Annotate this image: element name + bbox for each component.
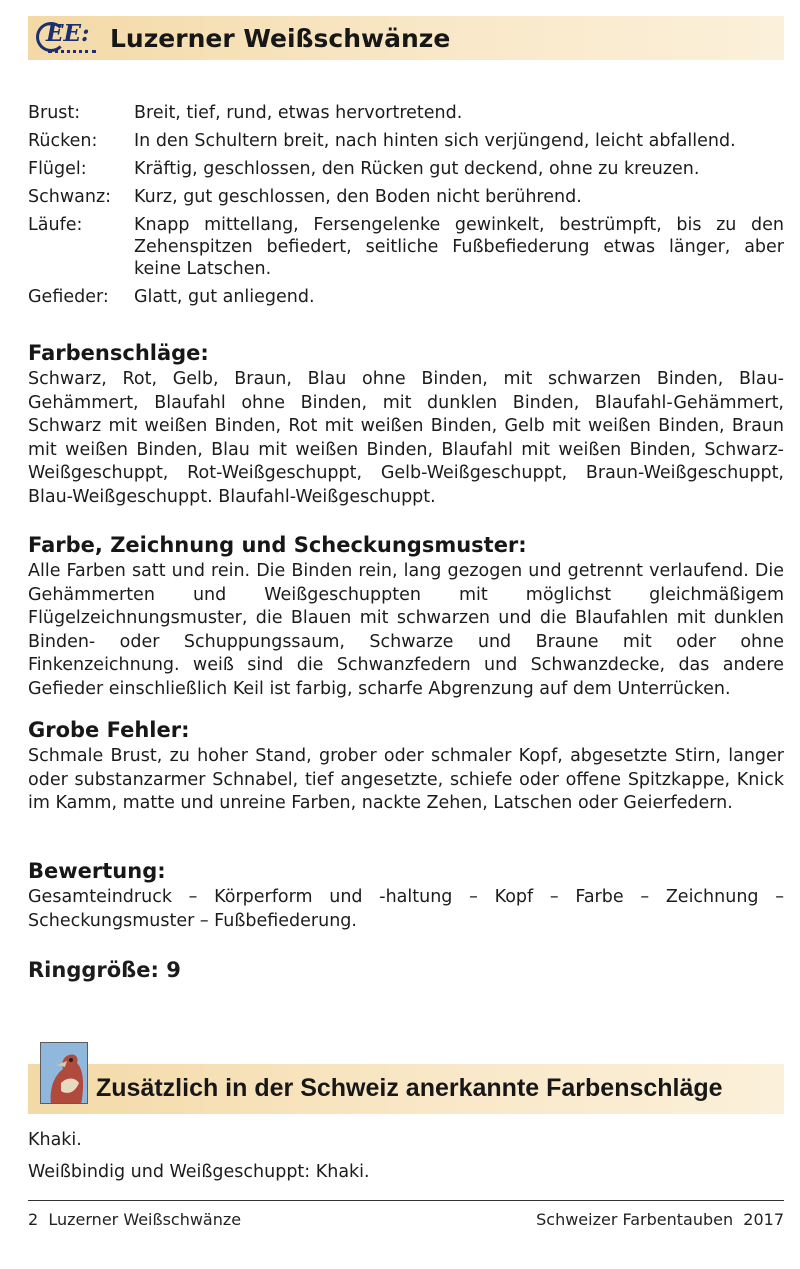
swiss-title: Zusätzlich in der Schweiz anerkannte Farbenschläge [96,1074,723,1102]
attribute-label: Flügel: [28,159,87,179]
logo-underline [48,50,96,53]
section-text: Schwarz, Rot, Gelb, Braun, Blau ohne Binden, mit schwarzen Binden, Blau-Gehämmert, Blaufahl ohne Binden, mit dunklen Binden, Blaufahl-Gehämmert, Schwarz mit weißen Binden, Rot mit weißen Binden, Gelb mit weißen Binden, Braun mit weißen Binden, Blau mit weißen Binden, Blaufahl mit weißen Binden, Schwarz-Weißgeschuppt, Rot-Weißgeschuppt, Gelb-Weißgeschuppt, Braun-Weißgeschuppt, Blau-Weißgeschuppt. Blaufahl-Weißgeschuppt. [28,369,784,507]
attribute-value: In den Schultern breit, nach hinten sich verjüngend, leicht abfallend. [134,131,736,151]
attribute-label: Brust: [28,103,81,123]
section-heading: Farbenschläge: [28,341,209,365]
attribute-list [28,102,784,314]
attribute-value: Glatt, gut anliegend. [134,287,315,307]
page-number: 2 [28,1210,39,1229]
pigeon-icon [40,1042,88,1104]
section-grobe-fehler [28,717,784,816]
attribute-row [28,186,784,208]
section-text: Alle Farben satt und rein. Die Binden rein, lang gezogen und getrennt verlaufend. Die Gehämmerten und Weißgeschuppten mit möglichst gleichmäßigem Flügelzeichnungsmuster, die Blauen mit schwarzen und die Blaufahlen mit dunklen Binden- oder Schuppungssaum, Schwarze und Braune mit oder ohne Finkenzeichnung. weiß sind die Schwanzfedern und Schwanzdecke, das andere Gefieder einschließlich Keil ist farbig, scharfe Abgrenzung auf dem Unterrücken. [28,561,784,699]
attribute-value: Breit, tief, rund, etwas hervortretend. [134,103,463,123]
attribute-label: Schwanz: [28,187,112,207]
attribute-value: Kräftig, geschlossen, den Rücken gut deckend, ohne zu kreuzen. [134,159,700,179]
page-title: Luzerner Weißschwänze [110,24,451,53]
attribute-row [28,158,784,180]
section-farbenschlaege [28,340,784,509]
attribute-row [28,102,784,124]
footer-left [28,1210,241,1229]
ee-logo [36,22,100,54]
footer-right [536,1210,784,1229]
section-text: Gesamteindruck – Körperform und -haltung – Kopf – Farbe – Zeichnung – Scheckungsmuster – Fußbefiederung. [28,887,784,931]
pigeon-drawing [41,1043,88,1104]
swiss-line-2: Weißbindig und Weißgeschuppt: Khaki. [28,1162,370,1182]
section-text: Schmale Brust, zu hoher Stand, grober oder schmaler Kopf, abgesetzte Stirn, langer oder substanzarmer Schnabel, tief angesetzte, schiefe oder offene Spitzkappe, Knick im Kamm, matte und unreine Farben, nackte Zehen, Latschen oder Geierfedern. [28,746,784,813]
attribute-value: Knapp mittellang, Fersengelenke gewinkelt, bestrümpft, bis zu den Zehenspitzen befiedert, seitliche Fußbefiederung etwas länger, aber keine Latschen. [134,215,784,279]
section-heading: Farbe, Zeichnung und Scheckungsmuster: [28,533,527,557]
attribute-row [28,214,784,280]
swiss-line-1: Khaki. [28,1130,82,1150]
logo-text: EE: [46,20,90,47]
section-farbe-zeichnung [28,532,784,701]
attribute-row [28,286,784,308]
section-heading: Grobe Fehler: [28,718,190,742]
attribute-label: Gefieder: [28,287,109,307]
section-bewertung [28,858,784,933]
attribute-label: Läufe: [28,215,83,235]
attribute-row [28,130,784,152]
attribute-value: Kurz, gut geschlossen, den Boden nicht berührend. [134,187,582,207]
footer-left-text: Luzerner Weißschwänze [48,1210,242,1229]
footer-right-text: Schweizer Farbentauben [536,1210,734,1229]
footer-year: 2017 [743,1210,784,1229]
attribute-label: Rücken: [28,131,98,151]
footer-divider [28,1200,784,1201]
title-banner [28,16,784,60]
ring-size: Ringgröße: 9 [28,958,181,982]
section-heading: Bewertung: [28,859,166,883]
swiss-banner [28,1064,784,1114]
